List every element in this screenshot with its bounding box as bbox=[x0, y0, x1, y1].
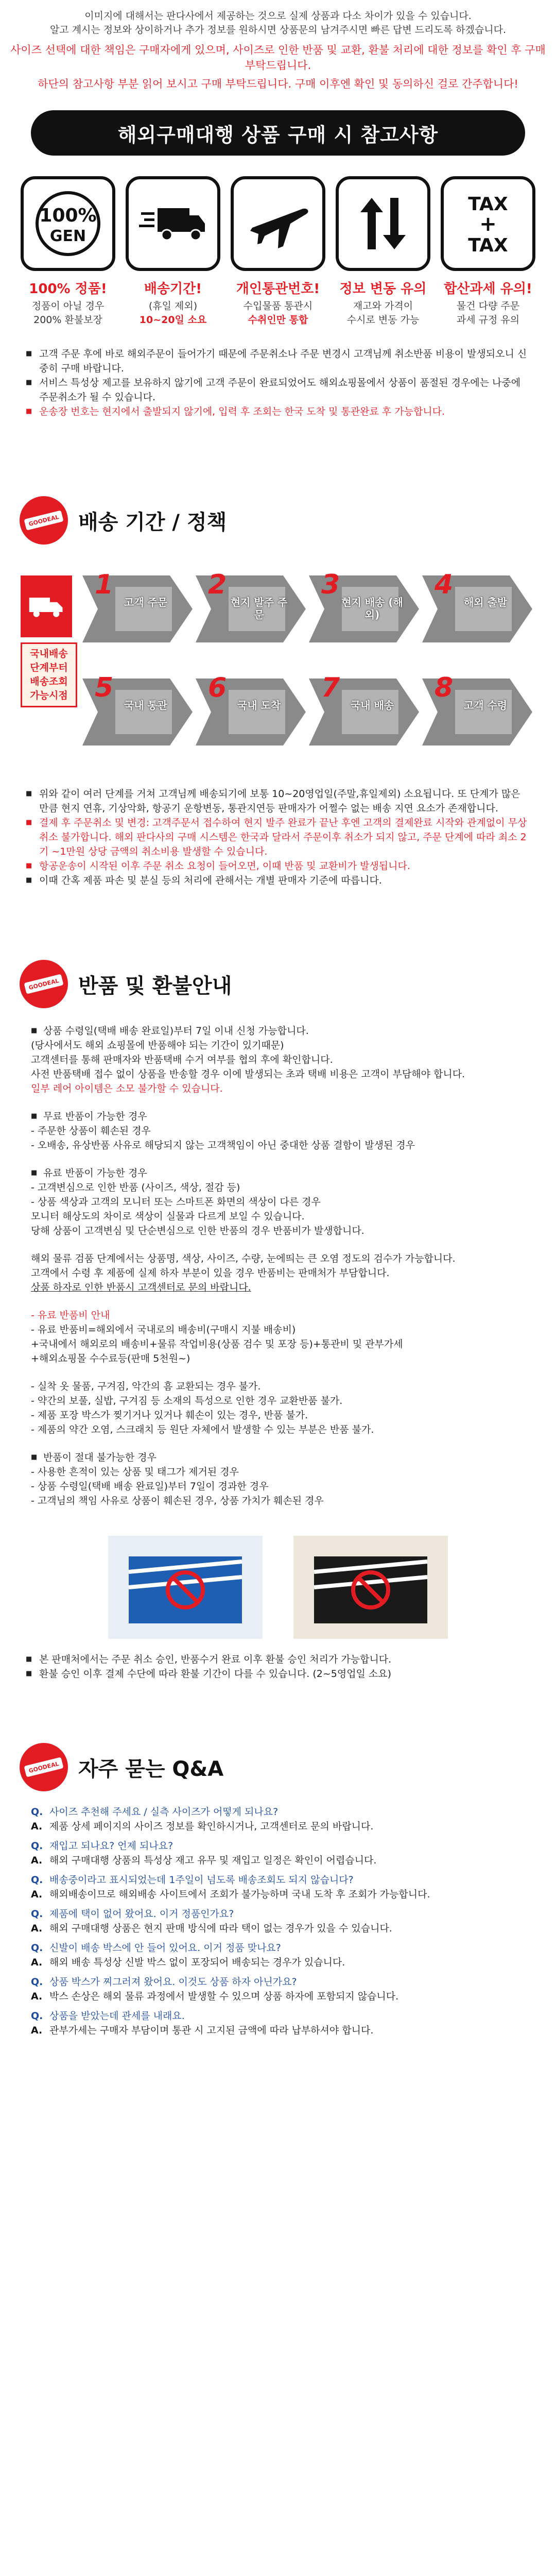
delivery-step bbox=[196, 668, 309, 756]
box-desc-line: 200% 환불보장 bbox=[33, 314, 102, 326]
returns-line: +국내에서 해외로의 배송비+물류 작업비용(상품 검수 및 포장 등)+통관비 및 관부가세 bbox=[31, 1338, 403, 1350]
box-desc-line: (휴일 제외) bbox=[148, 300, 198, 312]
returns-line: (당사에서도 해외 쇼핑몰에 반품해야 되는 기간이 있기때문) bbox=[31, 1040, 284, 1051]
order-note: ■ 운송장 번호는 현지에서 출발되지 않기에, 입력 후 조회는 한국 도착 및 통관완료 후 가능합니다. bbox=[26, 404, 530, 419]
box-title: 배송기간! bbox=[144, 281, 202, 297]
a-tag: A. bbox=[31, 1889, 43, 1900]
q-tag: Q. bbox=[31, 1806, 43, 1818]
spacer bbox=[31, 1437, 525, 1450]
delivery-step bbox=[82, 668, 196, 756]
box-desc-line: 정품이 아닐 경우 bbox=[31, 300, 105, 312]
answer-text: 박스 손상은 해외 물류 과정에서 발생할 수 있으며 상품 하자에 포함되지 않습니다. bbox=[49, 1991, 399, 2002]
question-text: 제품에 택이 없어 왔어요. 이거 정품인가요? bbox=[49, 1908, 234, 1920]
returns-line: - 오배송, 유상반품 사유로 해당되지 않는 고객책임이 아닌 중대한 상품 결함이 발생된 경우 bbox=[31, 1140, 415, 1151]
question-text: 상품을 받았는데 관세를 내래요. bbox=[49, 2010, 185, 2022]
answer-text: 해외 구매대행 상품의 특성상 재고 유무 및 재입고 일정은 확인이 어렵습니다. bbox=[49, 1855, 377, 1866]
notice-line: 이미지에 대해서는 판다사에서 제공하는 것으로 실제 상품과 다소 차이가 있을 수 있습니다. bbox=[84, 10, 472, 22]
step-label: 고객 주문 bbox=[124, 596, 168, 608]
delivery-steps bbox=[21, 565, 535, 771]
returns-line: - 고객님의 책임 사유로 상품이 훼손된 경우, 상품 가치가 훼손된 경우 bbox=[31, 1495, 324, 1506]
step-number: 4 bbox=[435, 569, 454, 600]
returns-line: - 상품 색상과 고객의 모니터 또는 스마트폰 화면의 색상이 다른 경우 bbox=[31, 1196, 321, 1208]
policy-box-tax bbox=[441, 176, 535, 327]
q-tag: Q. bbox=[31, 1942, 43, 1954]
icon-text: TAX bbox=[468, 235, 508, 256]
step-number: 5 bbox=[95, 672, 114, 703]
returns-line: - 고객변심으로 인한 반품 (사이즈, 색상, 절감 등) bbox=[31, 1182, 240, 1193]
q-tag: Q. bbox=[31, 1874, 43, 1886]
returns-line: 해외 물류 검품 단계에서는 상품명, 색상, 사이즈, 수량, 눈에띄는 큰 오염 정도의 검수가 가능합니다. bbox=[31, 1253, 456, 1264]
icon-text: GEN bbox=[49, 227, 86, 245]
step-number: 3 bbox=[321, 569, 340, 600]
faq-question bbox=[31, 1907, 525, 1921]
returns-section bbox=[0, 960, 556, 1681]
return-photos bbox=[0, 1536, 556, 1639]
returns-line: 사전 반품택배 접수 없이 상품을 반송할 경우 이에 발생되는 초과 택배 비용은 고객이 부담해야 합니다. bbox=[31, 1069, 465, 1080]
faq-answer bbox=[31, 2023, 525, 2038]
box-desc-line: 과세 규정 유의 bbox=[456, 314, 520, 326]
answer-text: 제품 상세 페이지의 사이즈 정보를 확인하시거나, 고객센터로 문의 바랍니다. bbox=[49, 1821, 374, 1832]
faq-answer bbox=[31, 1955, 525, 1970]
truck-icon bbox=[21, 575, 72, 637]
refund-notes bbox=[26, 1652, 530, 1681]
returns-paragraph bbox=[31, 1166, 525, 1238]
step-number: 8 bbox=[435, 672, 454, 703]
returns-content bbox=[31, 1024, 525, 1521]
faq-answer bbox=[31, 1989, 525, 2004]
q-tag: Q. bbox=[31, 1908, 43, 1920]
question-text: 사이즈 추천해 주세요 / 실측 사이즈가 어떻게 되나요? bbox=[49, 1806, 279, 1818]
delivery-header bbox=[20, 496, 556, 545]
note-line: 가능시점 bbox=[30, 690, 68, 701]
section-title: 배송 기간 / 정책 bbox=[78, 510, 227, 534]
banner-title: 해외구매대행 상품 구매 시 참고사항 bbox=[31, 110, 525, 156]
up-down-arrows-icon bbox=[336, 176, 430, 271]
returns-line: - 유료 반품비 안내 bbox=[31, 1310, 110, 1321]
returns-line: 고객센터를 통해 판매자와 반품택배 수거 여부를 협의 후에 확인합니다. bbox=[31, 1054, 333, 1065]
delivery-step bbox=[422, 668, 535, 756]
size-warning-line: 사이즈 선택에 대한 책임은 구매자에게 있으며, 사이즈로 인한 반품 및 교환, 환불 처리에 대한 정보를 확인 후 구매 bbox=[10, 44, 546, 56]
returns-line: - 사용한 흔적이 있는 상품 및 태그가 제거된 경우 bbox=[31, 1466, 239, 1478]
icon-text: 100% bbox=[39, 205, 97, 226]
returns-line: - 약간의 보풀, 실밥, 구겨짐 등 소재의 특성으로 인한 경우 교환반품 불가. bbox=[31, 1395, 343, 1406]
step-label: 현지 배송 (해외) bbox=[341, 596, 403, 621]
box-desc bbox=[231, 299, 325, 327]
icon-text: TAX bbox=[468, 194, 508, 215]
a-tag: A. bbox=[31, 1991, 43, 2002]
step-label: 현지 발주 주문 bbox=[230, 596, 288, 621]
delivery-step bbox=[82, 565, 196, 653]
faq-answer bbox=[31, 1853, 525, 1868]
order-note: ■ 고객 주문 후에 바로 해외주문이 들어가기 때문에 주문취소나 주문 변경시 고객님께 취소반품 비용이 발생되오니 신중히 구매 바랍니다. bbox=[26, 347, 530, 376]
goodeal-logo bbox=[20, 1743, 68, 1791]
box-desc bbox=[21, 299, 115, 327]
agreement-warning bbox=[0, 76, 556, 92]
spacer bbox=[31, 1295, 525, 1308]
box-desc-line: 수입물품 통관시 bbox=[243, 300, 313, 312]
box-desc bbox=[441, 299, 535, 327]
faq-question bbox=[31, 1839, 525, 1853]
returns-line: ■ 유료 반품이 가능한 경우 bbox=[31, 1166, 525, 1180]
shoebox-photo bbox=[108, 1536, 263, 1639]
agreement-warning-line: 하단의 참고사항 부분 읽어 보시고 구매 부탁드립니다. 구매 이후엔 확인 및 동의하신 걸로 간주합니다! bbox=[38, 78, 518, 90]
returns-line: 상품 하자로 인한 반품시 고객센터로 문의 바랍니다. bbox=[31, 1282, 251, 1293]
question-text: 상품 박스가 찌그러져 왔어요. 이것도 상품 하자 아닌가요? bbox=[49, 1976, 297, 1988]
box-desc-line: 수취인만 통합 bbox=[248, 314, 308, 326]
step-number: 6 bbox=[208, 672, 227, 703]
answer-text: 해외 구매대행 상품은 현지 판매 방식에 따라 택이 없는 경우가 있을 수 있습니다. bbox=[49, 1923, 392, 1934]
step-number: 2 bbox=[208, 569, 227, 600]
faq-section bbox=[0, 1743, 556, 2038]
step-label: 고객 수령 bbox=[463, 699, 508, 711]
note-line: 배송조회 bbox=[30, 676, 68, 687]
shoebox-damaged-photo bbox=[293, 1536, 448, 1639]
spacer bbox=[31, 1366, 525, 1379]
icon-text: + bbox=[479, 212, 497, 236]
faq-answer bbox=[31, 1887, 525, 1902]
answer-text: 해외 배송 특성상 신발 박스 없이 포장되어 배송되는 경우가 있습니다. bbox=[49, 1957, 345, 1968]
box-desc-line: 수시로 변동 가능 bbox=[346, 314, 420, 326]
step-label: 국내 통관 bbox=[124, 699, 168, 711]
step-label: 국내 배송 bbox=[350, 699, 394, 711]
box-desc-line: 재고와 가격이 bbox=[353, 300, 413, 312]
delivery-truck-icon bbox=[126, 176, 220, 271]
returns-line: - 실착 옷 물품, 구겨짐, 악간의 흠 교환되는 경우 불가. bbox=[31, 1381, 261, 1392]
spacer bbox=[31, 1508, 525, 1521]
policy-box-genuine bbox=[21, 176, 115, 327]
step-label: 해외 출발 bbox=[463, 596, 508, 608]
q-tag: Q. bbox=[31, 1976, 43, 1988]
delivery-step bbox=[422, 565, 535, 653]
box-desc bbox=[336, 299, 430, 327]
section-title: 반품 및 환불안내 bbox=[78, 974, 232, 998]
faq-question bbox=[31, 1873, 525, 1887]
returns-line: ■ 상품 수령일(택배 배송 완료일)부터 7일 이내 신청 가능합니다. bbox=[31, 1024, 525, 1038]
answer-text: 해외배송이므로 해외배송 사이트에서 조회가 불가능하며 국내 도착 후 조회가 가능합니다. bbox=[49, 1889, 430, 1900]
section-title: 자주 묻는 Q&A bbox=[78, 1757, 224, 1781]
a-tag: A. bbox=[31, 1821, 43, 1832]
delivery-note: ■ 위와 같이 여러 단계를 거쳐 고객님께 배송되기에 보통 10~20영업일(주말,휴일제외) 소요됩니다. 또 단계가 많은 만큼 현지 연휴, 기상악화, 항공기 운항변동, 통관지연등 판매자가 어쩔수 없는 배송 지연 요소가 존재합니다. bbox=[26, 787, 530, 816]
order-note: ■ 서비스 특성상 제고를 보유하지 않기에 고객 주문이 완료되었어도 해외쇼핑몰에서 상품이 품절된 경우에는 나중에 주문취소가 될 수 있습니다. bbox=[26, 376, 530, 404]
question-text: 배송중이라고 표시되었는데 1주일이 넘도록 배송조회도 되지 않습니다? bbox=[49, 1874, 354, 1886]
faq-list bbox=[31, 1805, 525, 2038]
returns-line: 당해 상품이 고객변심 및 단순변심으로 인한 반품의 경우 반품비가 발생합니다. bbox=[31, 1225, 364, 1236]
box-title: 합산과세 유의! bbox=[444, 281, 532, 297]
returns-line: 일부 레어 아이템은 소모 불가할 수 있습니다. bbox=[31, 1083, 223, 1094]
notice-line: 알고 계시는 정보와 상이하거나 추가 정보를 원하시면 상품문의 남겨주시면 빠른 답변 드리도록 하겠습니다. bbox=[49, 24, 507, 36]
question-text: 재입고 되나요? 언제 되나요? bbox=[49, 1840, 173, 1852]
delivery-step bbox=[309, 668, 422, 756]
returns-header bbox=[20, 960, 556, 1008]
size-warning-line: 부탁드립니다. bbox=[245, 59, 311, 72]
policy-boxes bbox=[21, 176, 535, 327]
delivery-note: ■ 결제 후 주문취소 및 변경: 고객주문서 접수하여 현지 발주 완료가 끝난 후엔 고객의 결제완료 시작와 관계없이 무상 취소 불가합니다. 해외 판다사의 구매 시스템은 한국과 달라서 주문이후 취소가 되지 않고, 주문 단계에 따라 최소 2기 ~1만원 상당 금액의 취소비용 발생할 수 있습니다. bbox=[26, 816, 530, 859]
q-tag: Q. bbox=[31, 2010, 43, 2022]
note-line: 단계부터 bbox=[30, 662, 68, 673]
tax-icon bbox=[441, 176, 535, 271]
logo-mark: GOODEAL bbox=[24, 974, 63, 994]
box-desc-line: 10~20일 소요 bbox=[139, 314, 207, 326]
policy-box-customs bbox=[231, 176, 325, 327]
q-tag: Q. bbox=[31, 1840, 43, 1852]
a-tag: A. bbox=[31, 1923, 43, 1934]
returns-line: - 제품 포장 박스가 찢기거나 있거나 훼손이 있는 경우, 반품 불가. bbox=[31, 1410, 308, 1421]
spacer bbox=[31, 1238, 525, 1251]
box-title: 정보 변동 유의 bbox=[339, 281, 427, 297]
box-desc bbox=[126, 299, 220, 327]
top-notice bbox=[0, 0, 556, 92]
returns-line: 고객에서 수령 후 제품에 실제 하자 부분이 있을 경우 반품비는 판매처가 부담합니다. bbox=[31, 1267, 390, 1279]
goodeal-logo bbox=[20, 496, 68, 545]
delivery-note: ■ 이때 간혹 제품 파손 및 분실 등의 처리에 관해서는 개별 판매자 기준에 따릅니다. bbox=[26, 873, 530, 888]
returns-line: 모니터 해상도의 차이로 색상이 실물과 다르게 보일 수 있습니다. bbox=[31, 1211, 305, 1222]
returns-line: ■ 반품이 절대 불가능한 경우 bbox=[31, 1450, 525, 1465]
faq-question bbox=[31, 1941, 525, 1955]
returns-line: +해외쇼핑몰 수수료등(판매 5천원~) bbox=[31, 1353, 190, 1364]
goodeal-logo bbox=[20, 960, 68, 1008]
faq-question bbox=[31, 1805, 525, 1819]
faq-question bbox=[31, 1975, 525, 1989]
faq-header bbox=[20, 1743, 556, 1791]
spacer bbox=[31, 1096, 525, 1109]
delivery-note: ■ 항공운송이 시작된 이후 주문 취소 요청이 들어오면, 이때 반품 및 교환비가 발생됩니다. bbox=[26, 859, 530, 873]
domestic-tracking-note bbox=[21, 642, 77, 707]
returns-paragraph bbox=[31, 1109, 525, 1153]
step-label: 국내 도착 bbox=[237, 699, 281, 711]
question-text: 신발이 배송 박스에 안 들어 있어요. 이거 정품 맞나요? bbox=[49, 1942, 281, 1954]
100-percent-gen-icon bbox=[21, 176, 115, 271]
a-tag: A. bbox=[31, 1855, 43, 1866]
step-number: 7 bbox=[321, 672, 340, 703]
returns-paragraph bbox=[31, 1251, 525, 1295]
box-title: 개인통관번호! bbox=[236, 281, 320, 297]
refund-note: ■ 환불 승인 이후 결제 수단에 따라 환불 기간이 다를 수 있습니다. (2~5영업일 소요) bbox=[26, 1667, 530, 1681]
refund-note: ■ 본 판매처에서는 주문 취소 승인, 반품수거 완료 이후 환불 승인 처리가 가능합니다. bbox=[26, 1652, 530, 1667]
returns-line: - 유료 반품비=해외에서 국내로의 배송비(구매시 지불 배송비) bbox=[31, 1324, 296, 1335]
answer-text: 관부가세는 구매자 부담이며 통관 시 고지된 금액에 따라 납부하셔야 합니다. bbox=[49, 2025, 374, 2036]
faq-answer bbox=[31, 1921, 525, 1936]
logo-mark: GOODEAL bbox=[24, 1757, 63, 1777]
returns-paragraph bbox=[31, 1024, 525, 1096]
policy-box-delivery bbox=[126, 176, 220, 327]
notice-intro bbox=[0, 9, 556, 37]
box-title: 100% 정품! bbox=[29, 281, 107, 297]
faq-answer bbox=[31, 1819, 525, 1834]
returns-paragraph bbox=[31, 1450, 525, 1508]
returns-line: - 상품 수령일(택배 배송 완료일)부터 7일이 경과한 경우 bbox=[31, 1481, 269, 1492]
logo-mark: GOODEAL bbox=[24, 510, 63, 530]
returns-line: - 주문한 상품이 훼손된 경우 bbox=[31, 1125, 151, 1137]
returns-line: ■ 무료 반품이 가능한 경우 bbox=[31, 1109, 525, 1124]
delivery-notes bbox=[26, 787, 530, 888]
policy-box-stock bbox=[336, 176, 430, 327]
note-line: 국내배송 bbox=[30, 648, 68, 659]
airplane-icon bbox=[231, 176, 325, 271]
delivery-section bbox=[0, 496, 556, 888]
returns-line: - 제품의 약간 오염, 스크래치 등 원단 자체에서 발생할 수 있는 부분은 반품 불가. bbox=[31, 1424, 374, 1435]
delivery-step bbox=[196, 565, 309, 653]
returns-paragraph bbox=[31, 1308, 525, 1366]
faq-question bbox=[31, 2009, 525, 2023]
box-desc-line: 물건 다량 주문 bbox=[456, 300, 520, 312]
spacer bbox=[31, 1153, 525, 1166]
returns-paragraph bbox=[31, 1379, 525, 1437]
size-warning bbox=[0, 42, 556, 73]
order-notes bbox=[26, 347, 530, 419]
a-tag: A. bbox=[31, 2025, 43, 2036]
step-number: 1 bbox=[95, 569, 114, 600]
a-tag: A. bbox=[31, 1957, 43, 1968]
domestic-delivery-marker bbox=[21, 565, 77, 771]
delivery-step bbox=[309, 565, 422, 653]
